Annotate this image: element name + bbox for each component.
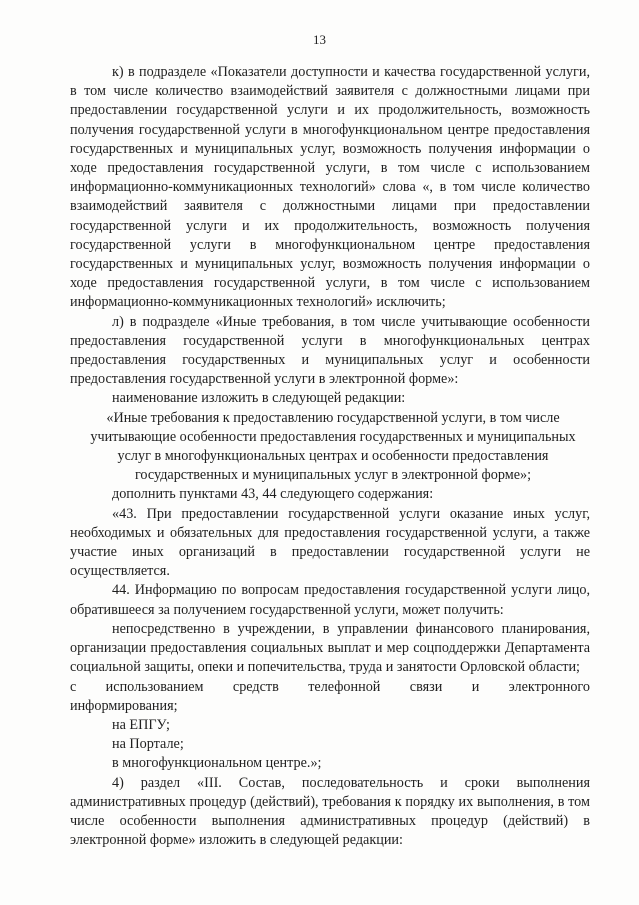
document-body (70, 63, 590, 850)
paragraph-item-43: «43. При предоставлении государственной услуги оказание иных услуг, необходимых и обязательных для предоставления государственной услуги, а также участие иных организаций в предоставлении государственной услуги не осуществляется. (70, 505, 590, 580)
paragraph-mfc: в многофункциональном центре.»; (112, 755, 322, 772)
paragraph-l: л) в подразделе «Иные требования, в том числе учитывающие особенности предоставления государственной услуги в многофункциональных центрах предоставления государственных и муниципальных услуг и особенности предоставления государственной услуги в электронной форме»: (70, 313, 590, 388)
paragraph-informing: информирования; (70, 697, 178, 714)
paragraph-portal: на Портале; (112, 736, 184, 753)
page-number: 13 (313, 32, 326, 47)
paragraph-supplement: дополнить пунктами 43, 44 следующего содержания: (112, 486, 434, 503)
paragraph-in-institution: непосредственно в учреждении, в управлении финансового планирования, организации предоставления социальных выплат и мер соцподдержки Департамента социальной защиты, опеки и попечительства, труда и занятости Орловской области; (70, 620, 590, 676)
paragraph-naming: наименование изложить в следующей редакции: (112, 390, 406, 407)
paragraph-telephone: с использованием средств телефонной связи и электронного (70, 678, 590, 695)
paragraph-section-3: 4) раздел «III. Состав, последовательность и сроки выполнения административных процедур (действий), требования к порядку их выполнения, в том числе особенности выполнения административных процедур (действий) в электронной форме» изложить в следующей редакции: (70, 774, 590, 849)
paragraph-item-44: 44. Информацию по вопросам предоставления государственной услуги лицо, обратившееся за получением государственной услуги, может получить: (70, 582, 590, 618)
paragraph-new-heading: «Иные требования к предоставлению государственной услуги, в том числе учитывающие особенности предоставления государственных и муниципальных услуг в многофункциональных центрах и особенности предоставления государственных и муниципальных услуг в электронной форме»; (90, 409, 576, 484)
paragraph-k: к) в подразделе «Показатели доступности и качества государственной услуги, в том числе количество взаимодействий заявителя с должностными лицами при предоставлении государственной услуги и их продолжительность, возможность получения государственной услуги в многофункциональном центре предоставления государственных и муниципальных услуг, возможность получения информации о ходе предоставления государственной услуги, в том числе с использованием информационно-коммуникационных технологий» слова «, в том числе количество взаимодействий заявителя с должностными лицами при предоставлении государственной услуги и их продолжительность, возможность получения государственной услуги в многофункциональном центре предоставления государственных и муниципальных услуг, возможность получения информации о ходе предоставления государственной услуги, в том числе с использованием информационно-коммуникационных технологий» исключить; (70, 64, 590, 311)
paragraph-epgu: на ЕПГУ; (112, 716, 170, 733)
